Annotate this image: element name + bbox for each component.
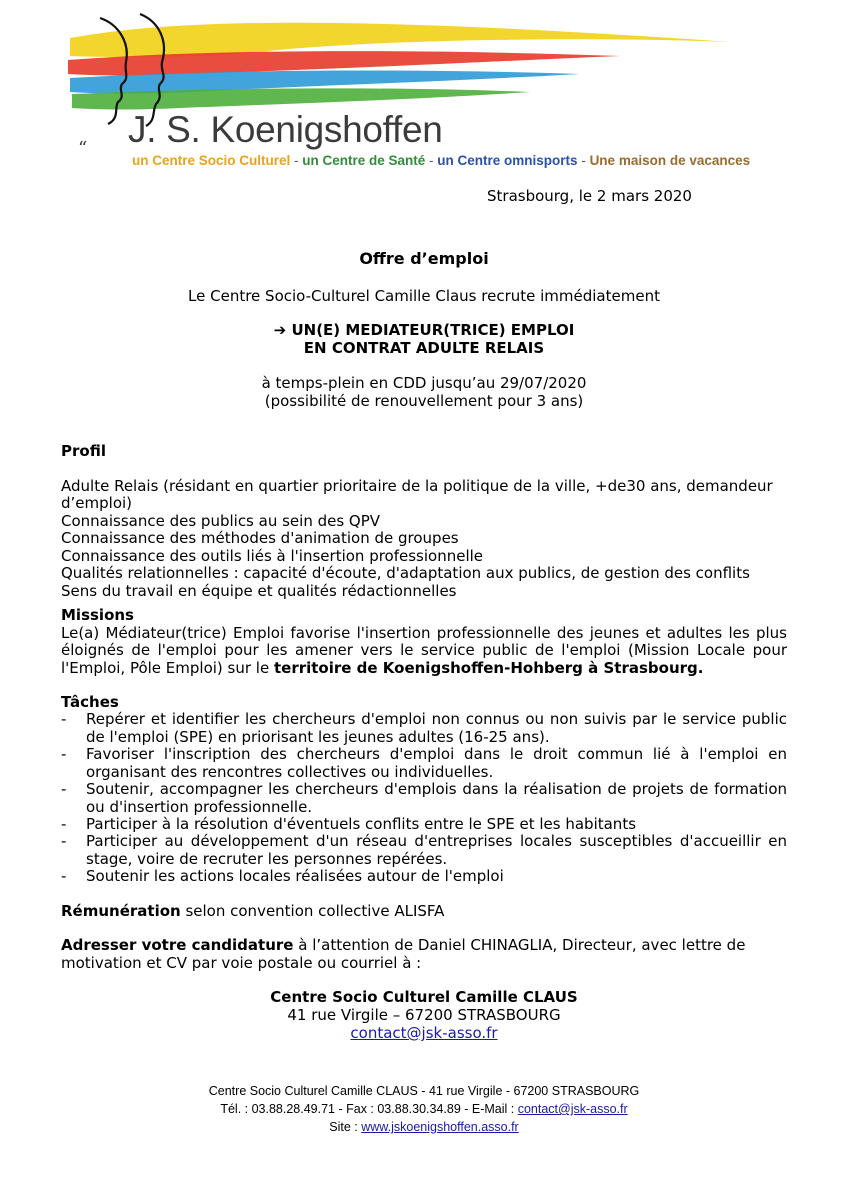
profil-section — [61, 443, 787, 600]
task-text: Soutenir, accompagner les chercheurs d'emplois dans la réalisation de projets de formation ou d'insertion professionnelle. — [86, 780, 787, 816]
position-line-1: UN(E) MEDIATEUR(TRICE) EMPLOI — [291, 321, 575, 339]
profil-item: Connaissance des méthodes d'animation de groupes — [61, 529, 459, 547]
address-street: 41 rue Virgile – 67200 STRASBOURG — [287, 1006, 561, 1024]
logo-quote-mark: “ — [78, 138, 88, 159]
bullet-dash: - — [61, 832, 67, 850]
task-text: Favoriser l'inscription des chercheurs d'emploi dans le droit commun lié à l'emploi en organisant des rencontres collectives ou individuelles. — [86, 745, 787, 781]
remuneration-line — [61, 903, 787, 921]
letter-date: Strasbourg, le 2 mars 2020 — [487, 187, 692, 205]
missions-heading: Missions — [61, 606, 134, 624]
missions-body: Le(a) Médiateur(trice) Emploi favorise l'insertion professionnelle des jeunes et adultes les plus éloignés de l'emploi pour les amener vers le service public de l'emploi (Mission Locale pour l'Emploi, Pôle Emploi) sur le — [61, 623, 787, 677]
task-item — [61, 868, 787, 886]
profil-item: Connaissance des outils liés à l'insertion professionnelle — [61, 546, 484, 565]
footer-phone-fax: Tél. : 03.88.28.49.71 - Fax : 03.88.30.34.89 - E-Mail : — [220, 1102, 518, 1116]
org-title: J. S. Koenigshoffen — [128, 109, 443, 150]
taches-heading: Tâches — [61, 693, 119, 711]
task-item — [61, 781, 787, 816]
tagline-item-vacances: Une maison de vacances — [589, 153, 751, 168]
profil-item: Adulte Relais (résidant en quartier prioritaire de la politique de la ville, +de30 ans, demandeur d’emploi) — [61, 476, 773, 512]
bullet-dash: - — [61, 815, 67, 833]
candidature-paragraph — [61, 937, 787, 972]
contact-email-link[interactable]: contact@jsk-asso.fr — [350, 1024, 498, 1042]
task-item — [61, 711, 787, 746]
footer-site-link[interactable]: www.jskoenigshoffen.asso.fr — [361, 1120, 519, 1134]
bullet-dash: - — [61, 867, 67, 885]
profil-item: Sens du travail en équipe et qualités rédactionnelles — [61, 581, 457, 600]
contract-terms — [0, 374, 848, 410]
tagline-item-omnisports: un Centre omnisports — [437, 153, 578, 168]
bullet-dash: - — [61, 780, 67, 798]
candidature-label: Adresser votre candidature — [61, 936, 294, 954]
profil-item: Qualités relationnelles : capacité d'écoute, d'adaptation aux publics, de gestion des conflits — [61, 564, 750, 582]
candidature-text: à l’attention de Daniel CHINAGLIA, Directeur, avec lettre de motivation et CV par voie postale ou courriel à : — [61, 936, 746, 972]
tagline-separator: - — [577, 153, 590, 168]
task-text: Soutenir les actions locales réalisées autour de l'emploi — [86, 867, 504, 885]
remuneration-text: selon convention collective ALISFA — [180, 902, 445, 920]
task-text: Participer au développement d'un réseau d'entreprises locales susceptibles d'accueillir en stage, voire de recruter les personnes repérées. — [86, 832, 787, 868]
footer-email-link[interactable]: contact@jsk-asso.fr — [517, 1102, 628, 1116]
remuneration-label: Rémunération — [61, 902, 181, 920]
tagline-item-sante: un Centre de Santé — [302, 153, 426, 168]
task-item — [61, 833, 787, 868]
footer-contact — [0, 1100, 848, 1118]
address-name: Centre Socio Culturel Camille CLAUS — [270, 988, 578, 1006]
footer-site-label: Site : — [329, 1120, 362, 1134]
contract-line-1: à temps-plein en CDD jusqu’au 29/07/2020 — [261, 374, 587, 392]
org-tagline — [132, 152, 750, 170]
profil-item: Connaissance des publics au sein des QPV — [61, 511, 381, 530]
logo-stroke-green — [72, 88, 530, 109]
address-block — [0, 988, 848, 1042]
arrow-icon: ➔ — [273, 321, 287, 339]
footer-site — [0, 1118, 848, 1136]
taches-section — [61, 694, 787, 894]
task-text: Participer à la résolution d'éventuels conflits entre le SPE et les habitants — [86, 815, 637, 833]
position-title — [0, 321, 848, 357]
contract-line-2: (possibilité de renouvellement pour 3 ans) — [264, 392, 584, 410]
task-item — [61, 746, 787, 781]
bullet-dash: - — [61, 745, 67, 763]
missions-section — [61, 607, 787, 677]
missions-text — [61, 625, 787, 678]
bullet-dash: - — [61, 710, 67, 728]
tagline-separator: - — [425, 153, 438, 168]
tagline-separator: - — [290, 153, 303, 168]
profil-heading: Profil — [61, 442, 106, 460]
footer-address: Centre Socio Culturel Camille CLAUS - 41 rue Virgile - 67200 STRASBOURG — [208, 1084, 640, 1098]
tagline-item-socio: un Centre Socio Culturel — [132, 153, 291, 168]
footer — [0, 1082, 848, 1136]
intro-line: Le Centre Socio-Culturel Camille Claus recrute immédiatement — [188, 287, 660, 305]
page-title: Offre d’emploi — [359, 249, 489, 268]
position-line-2: EN CONTRAT ADULTE RELAIS — [303, 339, 545, 357]
task-item — [61, 816, 787, 834]
task-text: Repérer et identifier les chercheurs d'emploi non connus ou non suivis par le service public de l'emploi (SPE) en priorisant les jeunes adultes (16-25 ans). — [86, 710, 787, 746]
missions-territory: territoire de Koenigshoffen-Hohberg à Strasbourg. — [273, 658, 704, 677]
